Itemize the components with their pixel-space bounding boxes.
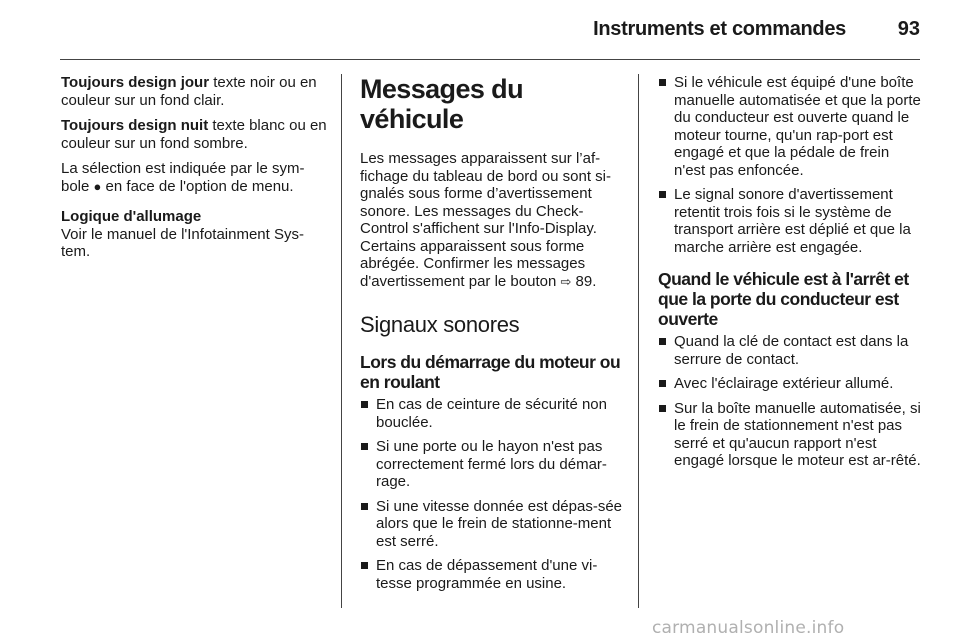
- text-selection-b: en face de l'option de menu.: [101, 177, 294, 195]
- heading-logique-allumage: Logique d'allumage: [61, 208, 202, 225]
- watermark: carmanualsonline.info: [652, 618, 845, 638]
- paragraph-design-jour: [61, 74, 327, 109]
- paragraph-selection: [61, 160, 327, 195]
- paragraph-logique-allumage: [61, 208, 327, 261]
- column-divider-right: [638, 74, 639, 608]
- list-item-text: Sur la boîte manuelle automatisée, si le frein de stationnement n'est pas serré et qu'aucun rapport n'est engagé lorsque le moteur est ar-rêté.: [674, 399, 921, 469]
- bullet-square-icon: [659, 338, 666, 345]
- subheading-arret: Quand le véhicule est à l'arrêt et que la porte du conducteur est ouverte: [658, 269, 909, 329]
- term-design-jour: Toujours design jour: [61, 74, 210, 91]
- list-item: [658, 186, 924, 256]
- text-messages-intro: Les messages apparaissent sur l’af-fichage du tableau de bord ou sont si-gnalés sous forme d’avertissement sonore. Les messages du Check-Control s'affichent sur l'Info-Display. Certains apparaissent sous forme abrégée. Confirmer les messages d'avertissement par le bouton: [360, 150, 612, 290]
- bullet-square-icon: [361, 503, 368, 510]
- text-design-nuit: texte blanc ou en couleur sur un fond sombre.: [61, 117, 327, 152]
- list-item-text: En cas de dépassement d'une vi-tesse programmée en usine.: [376, 557, 598, 592]
- list-item-text: Quand la clé de contact est dans la serrure de contact.: [674, 333, 909, 368]
- bullet-square-icon: [659, 380, 666, 387]
- column-right: [658, 74, 924, 477]
- text-logique-allumage: Voir le manuel de l'Infotainment Sys-tem.: [61, 225, 304, 260]
- list-item-text: En cas de ceinture de sécurité non bouclée.: [376, 396, 607, 431]
- bullet-square-icon: [659, 79, 666, 86]
- paragraph-messages-intro: [360, 150, 626, 290]
- list-item-text: Si une porte ou le hayon n'est pas correctement fermé lors du démar-rage.: [376, 438, 607, 490]
- page-ref-number: 89.: [571, 272, 597, 290]
- bullet-square-icon: [659, 191, 666, 198]
- bullet-square-icon: [361, 562, 368, 569]
- section-title-messages: Messages du véhicule: [360, 74, 523, 134]
- page-number: 93: [897, 18, 920, 40]
- list-item: [658, 74, 924, 179]
- page-header-title: Instruments et commandes: [593, 18, 846, 40]
- bullet-square-icon: [659, 405, 666, 412]
- column-divider-left: [341, 74, 342, 608]
- subheading-demarrage: Lors du démarrage du moteur ou en roulant: [360, 352, 621, 392]
- term-design-nuit: Toujours design nuit: [61, 117, 209, 134]
- page-ref-arrow-icon: ⇨: [560, 273, 572, 289]
- list-item: [360, 498, 626, 551]
- header-divider: [60, 59, 920, 60]
- text-design-jour: texte noir ou en couleur sur un fond clair.: [61, 74, 317, 109]
- column-left: [61, 74, 327, 269]
- paragraph-design-nuit: [61, 117, 327, 152]
- list-item-text: Si le véhicule est équipé d'une boîte manuelle automatisée et que la porte du conducteur est ouverte quand le moteur tourne, qu'un rap-port est engagé et que la pédale de frein n'est pas enfoncée.: [674, 74, 921, 179]
- bullet-square-icon: [361, 443, 368, 450]
- text-selection-a: La sélection est indiquée par le sym-bole: [61, 160, 305, 195]
- selection-dot-icon: ●: [93, 178, 102, 194]
- list-item: [658, 375, 924, 393]
- list-arret: [658, 333, 924, 470]
- list-item: [360, 557, 626, 592]
- list-item: [360, 396, 626, 431]
- list-item-text: Avec l'éclairage extérieur allumé.: [674, 375, 894, 392]
- list-item-text: Le signal sonore d'avertissement retentit trois fois si le système de transport arrière est déplié et que la marche arrière est engagée.: [674, 186, 911, 256]
- column-middle: [360, 74, 626, 599]
- list-demarrage: [360, 396, 626, 592]
- section-title-signaux: Signaux sonores: [360, 312, 520, 337]
- list-item: [360, 438, 626, 491]
- list-item: [658, 400, 924, 470]
- list-item: [658, 333, 924, 368]
- list-item-text: Si une vitesse donnée est dépas-sée alors que le frein de stationne-ment est serré.: [376, 497, 622, 550]
- list-roulant-suite: [658, 74, 924, 256]
- bullet-square-icon: [361, 401, 368, 408]
